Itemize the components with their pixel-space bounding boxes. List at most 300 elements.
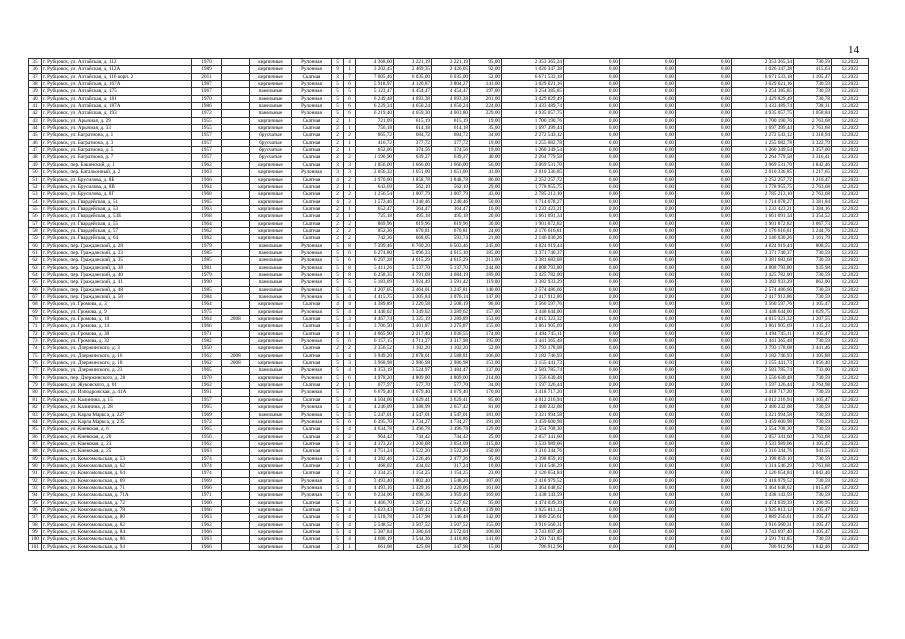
- residents-cell: 150,00: [470, 448, 502, 455]
- other-cost-cell: 0,00: [676, 66, 732, 73]
- other-cost-cell: 0,00: [676, 374, 732, 381]
- roof-type-cell: Скатная: [292, 433, 332, 440]
- wall-material-cell: кирпичные: [250, 389, 292, 396]
- deadline-cell: 12.2022: [832, 59, 869, 66]
- unit-cost-cell: 730,59: [794, 477, 832, 484]
- residential-area-cell: 495,18: [432, 213, 470, 220]
- owner-cost-cell: 3 182 746,93: [732, 352, 794, 359]
- residential-area-cell: 744,42: [432, 433, 470, 440]
- other-cost-cell: 0,00: [676, 220, 732, 227]
- entrances-cell: 4: [344, 477, 356, 484]
- other-cost-cell: 0,00: [676, 279, 732, 286]
- address-cell: г. Рубцовск, ул. Багратиона, д. 1: [42, 132, 192, 139]
- fund-cost-cell: 0,00: [564, 66, 620, 73]
- floors-cell: 2: [332, 154, 344, 161]
- unit-cost-cell: 730,59: [794, 404, 832, 411]
- table-row: [29, 294, 869, 301]
- total-cost-cell: 1 901 872,82: [502, 220, 564, 227]
- floors-cell: 5: [332, 389, 344, 396]
- wall-material-cell: кирпичные: [250, 492, 292, 499]
- table-row: [29, 426, 869, 433]
- row-number-cell: 74: [29, 345, 42, 352]
- residential-area-cell: 4 809,00: [432, 374, 470, 381]
- total-area-cell: 5 247,01: [356, 411, 394, 418]
- wall-material-cell: кирпичные: [250, 470, 292, 477]
- address-cell: г. Рубцовск, пер. Гражданский, д. 41: [42, 279, 192, 286]
- total-area-cell: 2 334,25: [356, 470, 394, 477]
- row-number-cell: 42: [29, 110, 42, 117]
- year-reconstruction-cell: [222, 484, 250, 491]
- year-reconstruction-cell: [222, 411, 250, 418]
- total-area-cell: 6 157,15: [356, 338, 394, 345]
- wall-material-cell: кирпичные: [250, 448, 292, 455]
- unit-cost-cell: 1 207,55: [794, 316, 832, 323]
- table-row: [29, 382, 869, 389]
- total-area-cell: 852,36: [356, 227, 394, 234]
- unit-cost-cell: 1 842,46: [794, 543, 832, 550]
- other-cost-cell: 0,00: [676, 484, 732, 491]
- fund-cost-cell: 0,00: [564, 110, 620, 117]
- year-built-cell: 1966: [192, 499, 222, 506]
- residential-area-cell: 577,70: [432, 382, 470, 389]
- year-reconstruction-cell: [222, 286, 250, 293]
- entrances-cell: 2: [344, 433, 356, 440]
- total-cost-cell: 4 015 323,32: [502, 316, 564, 323]
- fund-cost-cell: 0,00: [564, 279, 620, 286]
- roof-type-cell: Скатная: [292, 198, 332, 205]
- total-cost-cell: 3 556 630,48: [502, 374, 564, 381]
- budget-cost-cell: 0,00: [620, 521, 676, 528]
- floors-cell: 5: [332, 316, 344, 323]
- row-number-cell: 80: [29, 389, 42, 396]
- entrances-cell: 4: [344, 448, 356, 455]
- owner-cost-cell: 1 255 082,78: [732, 139, 794, 146]
- premises-area-cell: 1 802,40: [394, 477, 432, 484]
- other-cost-cell: 0,00: [676, 462, 732, 469]
- wall-material-cell: кирпичные: [250, 235, 292, 242]
- year-built-cell: 1950: [192, 345, 222, 352]
- year-reconstruction-cell: [222, 205, 250, 212]
- budget-cost-cell: 0,00: [620, 235, 676, 242]
- unit-cost-cell: 1 105,47: [794, 506, 832, 513]
- year-reconstruction-cell: [222, 543, 250, 550]
- roof-type-cell: Скатная: [292, 506, 332, 513]
- table-row: [29, 499, 869, 506]
- residential-area-cell: 5 137,70: [432, 264, 470, 271]
- floors-cell: 5: [332, 352, 344, 359]
- residential-area-cell: 4 454,47: [432, 88, 470, 95]
- total-area-cell: 652,47: [356, 205, 394, 212]
- residents-cell: 23,00: [470, 470, 502, 477]
- address-cell: г. Рубцовск, пер. Гражданский, д. 33: [42, 249, 192, 256]
- total-cost-cell: 3 560 597,76: [502, 301, 564, 308]
- wall-material-cell: кирпичные: [250, 81, 292, 88]
- premises-area-cell: 1 154,25: [394, 470, 432, 477]
- year-built-cell: 1968: [192, 213, 222, 220]
- table-row: [29, 110, 869, 117]
- total-cost-cell: 3 433 489,74: [502, 103, 564, 110]
- fund-cost-cell: 0,00: [564, 59, 620, 66]
- year-reconstruction-cell: [222, 139, 250, 146]
- total-area-cell: 721,09: [356, 117, 394, 124]
- roof-type-cell: Скатная: [292, 426, 332, 433]
- year-reconstruction-cell: [222, 323, 250, 330]
- row-number-cell: 97: [29, 514, 42, 521]
- entrances-cell: 7: [344, 389, 356, 396]
- wall-material-cell: кирпичные: [250, 521, 292, 528]
- premises-area-cell: 4 690,36: [394, 492, 432, 499]
- total-area-cell: 7 005,46: [356, 73, 394, 80]
- wall-material-cell: панельные: [250, 103, 292, 110]
- year-built-cell: 1963: [192, 448, 222, 455]
- address-cell: г. Рубцовск, ул. Дзержинского, д. 16: [42, 352, 192, 359]
- unit-cost-cell: 730,59: [794, 286, 832, 293]
- owner-cost-cell: 1 597 326,44: [732, 382, 794, 389]
- owner-cost-cell: 3 254 385,85: [732, 88, 794, 95]
- residential-area-cell: 2 426,05: [432, 66, 470, 73]
- address-cell: г. Рубцовск, ул. Громова, д. 10: [42, 316, 192, 323]
- premises-area-cell: 3 329,16: [394, 484, 432, 491]
- other-cost-cell: 0,00: [676, 147, 732, 154]
- wall-material-cell: кирпичные: [250, 227, 292, 234]
- premises-area-cell: 495,18: [394, 213, 432, 220]
- budget-cost-cell: 0,00: [620, 316, 676, 323]
- total-cost-cell: 2 785 213,10: [502, 191, 564, 198]
- wall-material-cell: кирпичные: [250, 404, 292, 411]
- unit-cost-cell: 415,63: [794, 66, 832, 73]
- premises-area-cell: 3 524,97: [394, 367, 432, 374]
- table-row: [29, 139, 869, 146]
- total-cost-cell: 3 425 782,00: [502, 271, 564, 278]
- floors-cell: 5: [332, 374, 344, 381]
- year-reconstruction-cell: [222, 477, 250, 484]
- floors-cell: 3: [332, 73, 344, 80]
- row-number-cell: 73: [29, 338, 42, 345]
- premises-area-cell: 3 220,58: [394, 301, 432, 308]
- total-cost-cell: 2 417 912,86: [502, 294, 564, 301]
- premises-area-cell: 3 517,98: [394, 514, 432, 521]
- table-row: [29, 198, 869, 205]
- premises-area-cell: 4 615,29: [394, 257, 432, 264]
- address-cell: г. Рубцовск, ул. Комсомольская, д. 64: [42, 470, 192, 477]
- year-built-cell: 1966: [192, 529, 222, 536]
- residential-area-cell: 6 035,00: [432, 73, 470, 80]
- roof-type-cell: Скатная: [292, 536, 332, 543]
- year-reconstruction-cell: [222, 147, 250, 154]
- fund-cost-cell: 0,00: [564, 440, 620, 447]
- residential-area-cell: 3 549,43: [432, 506, 470, 513]
- budget-cost-cell: 0,00: [620, 440, 676, 447]
- unit-cost-cell: 1 105,47: [794, 396, 832, 403]
- roof-type-cell: Рулонная: [292, 308, 332, 315]
- budget-cost-cell: 0,00: [620, 110, 676, 117]
- roof-type-cell: Рулонная: [292, 389, 332, 396]
- row-number-cell: 54: [29, 198, 42, 205]
- total-area-cell: 468,02: [356, 462, 394, 469]
- fund-cost-cell: 0,00: [564, 389, 620, 396]
- residential-area-cell: 1 007,79: [432, 191, 470, 198]
- year-reconstruction-cell: [222, 264, 250, 271]
- roof-type-cell: Рулонная: [292, 492, 332, 499]
- row-number-cell: 70: [29, 316, 42, 323]
- roof-type-cell: Скатная: [292, 382, 332, 389]
- address-cell: г. Рубцовск, ул. Алтайская, д. 187А: [42, 103, 192, 110]
- floors-cell: 4: [332, 176, 344, 183]
- total-cost-cell: 3 381 683,68: [502, 257, 564, 264]
- premises-area-cell: 1 240,46: [394, 198, 432, 205]
- roof-type-cell: Рулонная: [292, 418, 332, 425]
- total-area-cell: 4 634,78: [356, 426, 394, 433]
- unit-cost-cell: 1 105,47: [794, 529, 832, 536]
- roof-type-cell: Рулонная: [292, 95, 332, 102]
- residents-cell: 106,00: [470, 352, 502, 359]
- premises-area-cell: 3 544,36: [394, 536, 432, 543]
- address-cell: г. Рубцовск, ул. Алтайская, д. 181: [42, 95, 192, 102]
- address-cell: г. Рубцовск, ул. Калинина, д. 28: [42, 404, 192, 411]
- residents-cell: 137,00: [470, 367, 502, 374]
- entrances-cell: 4: [344, 484, 356, 491]
- total-area-cell: 4 978,20: [356, 374, 394, 381]
- residential-area-cell: 3 484,47: [432, 367, 470, 374]
- deadline-cell: 12.2022: [832, 367, 869, 374]
- residents-cell: 141,00: [470, 81, 502, 88]
- address-cell: г. Рубцовск, пер. Гражданский, д. 40: [42, 271, 192, 278]
- floors-cell: 5: [332, 396, 344, 403]
- owner-cost-cell: 3 316 344,76: [732, 448, 794, 455]
- residential-area-cell: 3 959,46: [432, 492, 470, 499]
- entrances-cell: 4: [344, 440, 356, 447]
- total-cost-cell: 4 808 793,80: [502, 264, 564, 271]
- residential-area-cell: 3 275,87: [432, 323, 470, 330]
- table-row: [29, 536, 869, 543]
- total-cost-cell: 3 316 344,76: [502, 448, 564, 455]
- address-cell: г. Рубцовск, ул. Дзержинского, д. 23: [42, 367, 192, 374]
- other-cost-cell: 0,00: [676, 418, 732, 425]
- row-number-cell: 82: [29, 404, 42, 411]
- year-built-cell: 1985: [192, 286, 222, 293]
- total-area-cell: 1 190,90: [356, 154, 394, 161]
- table-row: [29, 396, 869, 403]
- deadline-cell: 12.2022: [832, 257, 869, 264]
- budget-cost-cell: 0,00: [620, 418, 676, 425]
- year-reconstruction-cell: [222, 338, 250, 345]
- total-area-cell: 5 183,09: [356, 279, 394, 286]
- row-number-cell: 45: [29, 132, 42, 139]
- residential-area-cell: 347,98: [432, 543, 470, 550]
- address-cell: г. Рубцовск, пер. Батальонный, д. 2: [42, 169, 192, 176]
- floors-cell: 5: [332, 95, 344, 102]
- row-number-cell: 92: [29, 477, 42, 484]
- year-reconstruction-cell: [222, 227, 250, 234]
- deadline-cell: 12.2022: [832, 117, 869, 124]
- floors-cell: 2: [332, 227, 344, 234]
- unit-cost-cell: 808,55: [794, 242, 832, 249]
- entrances-cell: 2: [344, 227, 356, 234]
- total-cost-cell: 3 459 600,98: [502, 418, 564, 425]
- row-number-cell: 85: [29, 426, 42, 433]
- premises-area-cell: 4 734,27: [394, 418, 432, 425]
- entrances-cell: 6: [344, 95, 356, 102]
- deadline-cell: 12.2022: [832, 81, 869, 88]
- residential-area-cell: 562,10: [432, 183, 470, 190]
- fund-cost-cell: 0,00: [564, 176, 620, 183]
- roof-type-cell: Рулонная: [292, 81, 332, 88]
- floors-cell: 5: [332, 308, 344, 315]
- owner-cost-cell: 2 126 654,84: [732, 470, 794, 477]
- row-number-cell: 43: [29, 117, 42, 124]
- wall-material-cell: кирпичные: [250, 213, 292, 220]
- year-reconstruction-cell: [222, 103, 250, 110]
- table-row: [29, 117, 869, 124]
- row-number-cell: 68: [29, 301, 42, 308]
- deadline-cell: 12.2022: [832, 492, 869, 499]
- wall-material-cell: кирпичные: [250, 382, 292, 389]
- total-cost-cell: 4 935 057,75: [502, 110, 564, 117]
- year-built-cell: 1964: [192, 301, 222, 308]
- fund-cost-cell: 0,00: [564, 147, 620, 154]
- year-reconstruction-cell: [222, 257, 250, 264]
- year-built-cell: 1985: [192, 249, 222, 256]
- residents-cell: 29,00: [470, 183, 502, 190]
- floors-cell: 2: [332, 345, 344, 352]
- total-area-cell: 865,72: [356, 132, 394, 139]
- floors-cell: 5: [332, 521, 344, 528]
- unit-cost-cell: 941,55: [794, 448, 832, 455]
- unit-cost-cell: 3 318,94: [794, 132, 832, 139]
- other-cost-cell: 0,00: [676, 198, 732, 205]
- year-built-cell: 1989: [192, 66, 222, 73]
- unit-cost-cell: 3 161,79: [794, 235, 832, 242]
- total-area-cell: 4 173,22: [356, 440, 394, 447]
- owner-cost-cell: 2 554 708,30: [732, 426, 794, 433]
- deadline-cell: 12.2022: [832, 191, 869, 198]
- total-cost-cell: 1 778 955,75: [502, 183, 564, 190]
- deadline-cell: 12.2022: [832, 477, 869, 484]
- total-cost-cell: 3 464 648,62: [502, 484, 564, 491]
- roof-type-cell: Скатная: [292, 205, 332, 212]
- other-cost-cell: 0,00: [676, 73, 732, 80]
- deadline-cell: 12.2022: [832, 147, 869, 154]
- floors-cell: 2: [332, 191, 344, 198]
- table-row: [29, 506, 869, 513]
- budget-cost-cell: 0,00: [620, 352, 676, 359]
- deadline-cell: 12.2022: [832, 462, 869, 469]
- total-area-cell: 416,72: [356, 139, 394, 146]
- premises-area-cell: 615,19: [394, 117, 432, 124]
- year-reconstruction-cell: 2008: [222, 352, 250, 359]
- owner-cost-cell: 3 560 597,76: [732, 301, 794, 308]
- premises-area-cell: 6 035,00: [394, 73, 432, 80]
- residential-area-cell: 1 666,00: [432, 161, 470, 168]
- year-reconstruction-cell: [222, 536, 250, 543]
- roof-type-cell: Скатная: [292, 227, 332, 234]
- table-row: [29, 125, 869, 132]
- floors-cell: 5: [332, 411, 344, 418]
- entrances-cell: 1: [344, 213, 356, 220]
- row-number-cell: 66: [29, 286, 42, 293]
- residential-area-cell: 364,47: [432, 205, 470, 212]
- fund-cost-cell: 0,00: [564, 462, 620, 469]
- entrances-cell: 6: [344, 110, 356, 117]
- deadline-cell: 12.2022: [832, 404, 869, 411]
- total-cost-cell: 2 574 486,66: [502, 286, 564, 293]
- owner-cost-cell: 4 012 216,94: [732, 396, 794, 403]
- deadline-cell: 12.2022: [832, 514, 869, 521]
- owner-cost-cell: 2 785 213,10: [732, 191, 794, 198]
- year-built-cell: 1965: [192, 198, 222, 205]
- budget-cost-cell: 0,00: [620, 73, 676, 80]
- address-cell: г. Рубцовск, ул. Гвардейская, д. 57: [42, 227, 192, 234]
- entrances-cell: 2: [344, 198, 356, 205]
- entrances-cell: 1: [344, 66, 356, 73]
- residents-cell: 119,00: [470, 279, 502, 286]
- roof-type-cell: Рулонная: [292, 110, 332, 117]
- floors-cell: 5: [332, 323, 344, 330]
- wall-material-cell: кирпичные: [250, 484, 292, 491]
- roof-type-cell: Скатная: [292, 125, 332, 132]
- wall-material-cell: кирпичные: [250, 506, 292, 513]
- year-reconstruction-cell: [222, 499, 250, 506]
- unit-cost-cell: 1 058,84: [794, 110, 832, 117]
- premises-area-cell: 3 325,19: [394, 316, 432, 323]
- residential-area-cell: 619,96: [432, 220, 470, 227]
- unit-cost-cell: 1 217,65: [794, 169, 832, 176]
- address-cell: г. Рубцовск, ул. Арычная, д. 29: [42, 117, 192, 124]
- row-number-cell: 100: [29, 536, 42, 543]
- deadline-cell: 12.2022: [832, 286, 869, 293]
- fund-cost-cell: 0,00: [564, 301, 620, 308]
- row-number-cell: 91: [29, 470, 42, 477]
- budget-cost-cell: 0,00: [620, 492, 676, 499]
- wall-material-cell: панельные: [250, 264, 292, 271]
- housing-register-table: [28, 58, 869, 551]
- entrances-cell: 4: [344, 506, 356, 513]
- total-area-cell: 3 949,20: [356, 352, 394, 359]
- wall-material-cell: кирпичные: [250, 191, 292, 198]
- other-cost-cell: 0,00: [676, 470, 732, 477]
- other-cost-cell: 0,00: [676, 88, 732, 95]
- residents-cell: 19,00: [470, 139, 502, 146]
- wall-material-cell: кирпичные: [250, 345, 292, 352]
- table-row: [29, 492, 869, 499]
- total-area-cell: 3 202,45: [356, 66, 394, 73]
- wall-material-cell: кирпичные: [250, 426, 292, 433]
- entrances-cell: 1: [344, 543, 356, 550]
- wall-material-cell: кирпичные: [250, 316, 292, 323]
- table-row: [29, 227, 869, 234]
- year-reconstruction-cell: [222, 404, 250, 411]
- residential-area-cell: 2 508,19: [432, 301, 470, 308]
- address-cell: г. Рубцовск, ул. Громова, д. 9: [42, 308, 192, 315]
- total-area-cell: 3 518,78: [356, 514, 394, 521]
- roof-type-cell: Рулонная: [292, 404, 332, 411]
- deadline-cell: 12.2022: [832, 338, 869, 345]
- budget-cost-cell: 0,00: [620, 448, 676, 455]
- year-built-cell: 1957: [192, 139, 222, 146]
- premises-area-cell: 4 120,87: [394, 81, 432, 88]
- floors-cell: 2: [332, 235, 344, 242]
- total-cost-cell: 2 272 543,12: [502, 132, 564, 139]
- residents-cell: 201,00: [470, 95, 502, 102]
- wall-material-cell: панельные: [250, 242, 292, 249]
- table-row: [29, 59, 869, 66]
- budget-cost-cell: 0,00: [620, 183, 676, 190]
- unit-cost-cell: 730,59: [794, 426, 832, 433]
- wall-material-cell: кирпичные: [250, 396, 292, 403]
- unit-cost-cell: 1 842,46: [794, 161, 832, 168]
- total-cost-cell: 3 925 813,12: [502, 506, 564, 513]
- owner-cost-cell: 2 252 257,72: [732, 176, 794, 183]
